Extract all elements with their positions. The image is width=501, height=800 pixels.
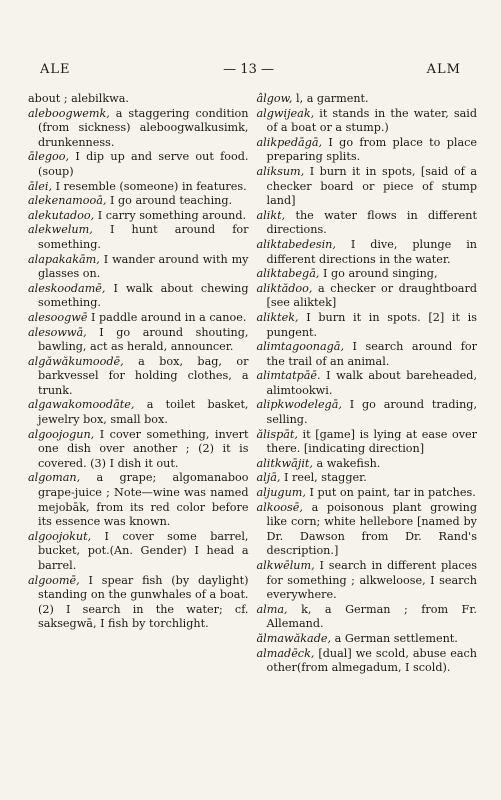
- entry-headword: alimtatpāē.: [256, 369, 321, 383]
- entry-headword: algoomē,: [28, 573, 80, 587]
- entry-headword: alesoogwē: [28, 310, 88, 324]
- entry-definition: l, a garment.: [292, 92, 369, 105]
- entry-definition: I dip up and serve out food. (soup): [38, 150, 249, 178]
- entry-definition: I go from place to place preparing splits.: [266, 135, 477, 164]
- entry-headword: âlgow,: [256, 92, 293, 105]
- entry-headword: alitkwājit,: [256, 456, 313, 470]
- header-left-guideword: ALE: [40, 62, 71, 77]
- entry-headword: alikpedāgā,: [256, 135, 323, 149]
- dictionary-entry: [257, 647, 478, 676]
- entry-definition: a toilet basket, jewelry box, small box.: [38, 398, 249, 427]
- entry-definition: I search around for the trail of an animal.: [266, 340, 477, 368]
- entry-definition: I cover some barrel, bucket, pot.(An. Gender) I head a barrel.: [38, 529, 249, 572]
- entry-headword: aleboogwemk,: [28, 106, 110, 120]
- entry-headword: alapakakām,: [28, 252, 100, 266]
- entry-definition: I hunt around for something.: [38, 223, 249, 251]
- dictionary-entry: [257, 603, 478, 632]
- entry-definition: I burn it in spots, [said of a checker board or piece of stump land]: [266, 164, 477, 208]
- dictionary-entry: [28, 574, 249, 632]
- entry-headword: aleskoodamē,: [28, 281, 106, 295]
- entry-headword: aljā,: [256, 471, 281, 485]
- dictionary-entry: [28, 223, 249, 252]
- entry-definition: I put on paint, tar in patches.: [305, 486, 476, 500]
- entry-headword: alekutadoo,: [28, 208, 95, 222]
- entry-definition: a wakefish.: [312, 456, 381, 470]
- dictionary-entry: [257, 311, 478, 340]
- entry-definition: I walk about chewing something.: [38, 281, 249, 310]
- entry-definition: a checker or draughtboard [see aliktek]: [266, 281, 477, 310]
- dictionary-entry: [257, 136, 478, 165]
- entry-definition: it stands in the water, said of a boat or a stump.): [266, 106, 477, 135]
- dictionary-entry: [28, 530, 249, 574]
- dictionary-entry: [257, 486, 478, 501]
- entry-definition: I wander around with my glasses on.: [38, 252, 249, 281]
- entry-headword: algoojokut,: [28, 529, 92, 543]
- entry-definition: a German settlement.: [331, 631, 458, 645]
- entry-definition: I cover something, invert one dish over another ; (2) it is covered. (3) I dish it out.: [38, 427, 249, 470]
- entry-headword: aljugum,: [256, 486, 306, 500]
- entry-definition: [dual] we scold, abuse each other(from almegadum, I scold).: [266, 646, 477, 675]
- dictionary-entry: [257, 340, 478, 369]
- entry-definition: I carry something around.: [94, 208, 247, 222]
- entry-headword: aliktabegā,: [256, 267, 320, 281]
- page-number: — 13 —: [223, 62, 274, 77]
- entry-headword: alimtagoonagā,: [256, 340, 344, 354]
- entry-definition: I dive, plunge in different directions in the water.: [266, 237, 477, 266]
- dictionary-entry: [28, 471, 249, 529]
- entry-definition: a poisonous plant growing like corn; white hellebore [named by Dr. Dawson from Dr. Rand's description.]: [266, 500, 477, 558]
- entry-definition: k, a German ; from Fr. Allemand.: [266, 602, 477, 631]
- dictionary-entry: [28, 282, 249, 311]
- entry-definition: I go around shouting, bawling, act as herald, announcer.: [38, 325, 249, 354]
- dictionary-entry: [28, 253, 249, 282]
- dictionary-entry: [257, 238, 478, 267]
- left-column: [28, 92, 253, 772]
- dictionary-entry: [28, 194, 249, 209]
- entry-definition: I go around teaching.: [106, 194, 233, 208]
- entry-definition: I paddle around in a canoe.: [87, 310, 247, 324]
- dictionary-entry: [28, 180, 249, 195]
- entry-definition: I walk about bareheaded, alimtookwi.: [266, 369, 477, 397]
- entry-headword: alekenamooā,: [28, 194, 107, 208]
- entry-headword: algoojogun,: [28, 427, 95, 441]
- entry-headword: algăwăkumoodē,: [28, 354, 124, 368]
- entry-headword: alesowwā,: [28, 325, 87, 339]
- entry-headword: alikt,: [256, 208, 286, 222]
- entry-headword: alkoosē,: [256, 500, 303, 514]
- entry-headword: algwijeak,: [256, 106, 315, 120]
- page-header: [40, 62, 461, 77]
- entry-definition: I go around trading, selling.: [266, 398, 477, 427]
- entry-headword: aliktek,: [256, 310, 299, 324]
- dictionary-entry: [28, 209, 249, 224]
- dictionary-entry: [28, 355, 249, 399]
- entry-definition: the water flows in different directions.: [266, 208, 477, 237]
- entry-columns: [28, 92, 477, 772]
- dictionary-entry: [257, 398, 478, 427]
- dictionary-entry: [257, 107, 478, 136]
- entry-definition: it [game] is lying at ease over there. [indicating direction]: [266, 427, 477, 456]
- dictionary-entry: [257, 471, 478, 486]
- dictionary-entry: [28, 150, 249, 179]
- dictionary-entry: [28, 398, 249, 427]
- entry-headword: algawakomoodāte,: [28, 398, 135, 412]
- entry-definition: a grape; algomanaboo grape-juice ; Note—wine was named mejobāk, from its red color before its essence was known.: [38, 471, 249, 529]
- dictionary-entry: [257, 632, 478, 647]
- entry-headword: ālegoo,: [28, 150, 70, 164]
- entry-headword: aliktădoo,: [256, 281, 313, 295]
- dictionary-entry: [257, 369, 478, 398]
- entry-definition: I resemble (someone) in features.: [52, 179, 247, 193]
- entry-headword: aliksum,: [256, 164, 305, 178]
- entry-headword: ălmawăkade,: [256, 631, 332, 645]
- entry-headword: ălispāt,: [256, 427, 298, 441]
- dictionary-entry: [257, 282, 478, 311]
- entry-definition: about ; alebilkwa.: [28, 92, 129, 105]
- dictionary-entry: [28, 92, 249, 107]
- entry-definition: I search in different places for something ; alkweloose, I search everywhere.: [266, 559, 477, 602]
- dictionary-entry: [28, 107, 249, 151]
- entry-headword: alipkwodelegā,: [256, 398, 342, 412]
- entry-headword: algoman,: [28, 471, 81, 485]
- entry-definition: I reel, stagger.: [280, 471, 367, 485]
- entry-headword: alkwēlum,: [256, 559, 315, 572]
- dictionary-entry: [257, 559, 478, 603]
- header-right-guideword: ALM: [426, 62, 461, 77]
- dictionary-entry: [28, 428, 249, 472]
- dictionary-entry: [28, 311, 249, 326]
- dictionary-entry: [257, 428, 478, 457]
- entry-headword: alekwelum,: [28, 223, 93, 237]
- dictionary-entry: [257, 457, 478, 472]
- entry-headword: aliktabedesin,: [256, 237, 336, 251]
- entry-definition: I go around singing,: [319, 267, 438, 281]
- entry-definition: a staggering condition (from sickness) aleboogwalkusimk, drunkenness.: [38, 106, 249, 149]
- dictionary-entry: [257, 165, 478, 209]
- entry-headword: ālei,: [28, 179, 53, 193]
- right-column: [253, 92, 478, 772]
- dictionary-entry: [257, 267, 478, 282]
- dictionary-entry: [28, 326, 249, 355]
- dictionary-entry: [257, 92, 478, 107]
- entry-definition: I burn it in spots. [2] it is pungent.: [266, 310, 477, 339]
- entry-headword: almadēck,: [256, 646, 315, 660]
- entry-definition: I spear fish (by daylight) standing on the gunwhales of a boat. (2) I search in the water; cf. saksegwā, I fish by torchlight.: [38, 573, 249, 631]
- entry-definition: a box, bag, or barkvessel for holding clothes, a trunk.: [38, 354, 249, 397]
- dictionary-entry: [257, 501, 478, 559]
- dictionary-entry: [257, 209, 478, 238]
- entry-headword: alma,: [256, 602, 288, 616]
